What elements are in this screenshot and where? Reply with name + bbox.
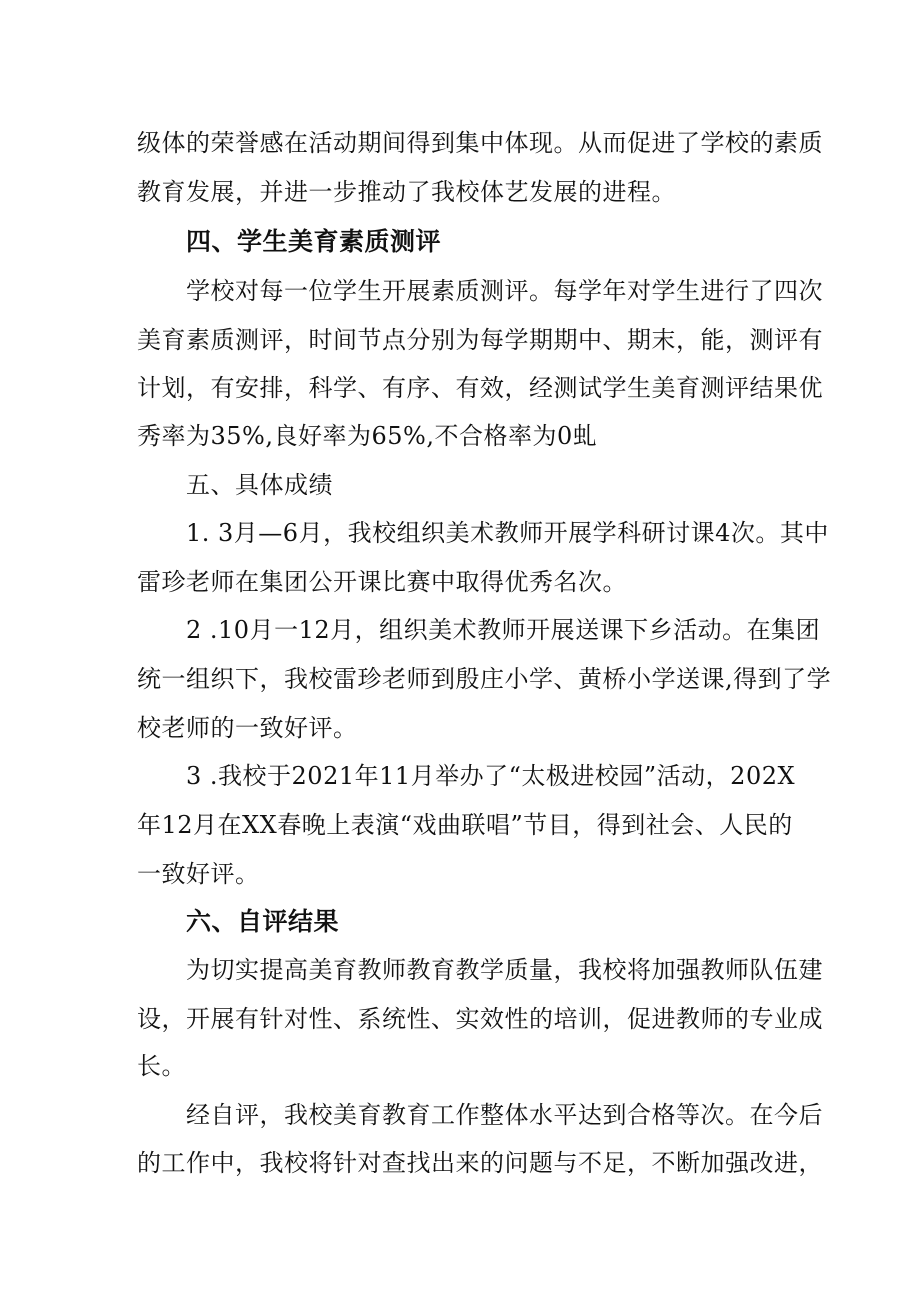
paragraph-line: 一致好评。 bbox=[137, 860, 260, 888]
section-heading-5: 五、具体成绩 bbox=[186, 471, 333, 499]
paragraph-line: 3 .我校于2021年11月举办了“太极进校园”活动，202X bbox=[186, 762, 796, 790]
section-heading-6: 六、自评结果 bbox=[186, 907, 340, 936]
paragraph-line: 学校对每一位学生开展素质测评。每学年对学生进行了四次 bbox=[186, 277, 823, 305]
paragraph-line: 雷珍老师在集团公开课比赛中取得优秀名次。 bbox=[137, 568, 627, 596]
paragraph-line: 设，开展有针对性、系统性、实效性的培训，促进教师的专业成 bbox=[137, 1005, 823, 1033]
paragraph-line: 为切实提高美育教师教育教学质量，我校将加强教师队伍建 bbox=[186, 956, 823, 984]
paragraph-line: 统一组织下，我校雷珍老师到殷庄小学、黄桥小学送课,得到了学 bbox=[137, 665, 832, 693]
paragraph-line: 教育发展，并进一步推动了我校体艺发展的进程。 bbox=[137, 178, 676, 206]
paragraph-line: 秀率为35%,良好率为65%,不合格率为0虬 bbox=[137, 422, 598, 450]
paragraph-line: 计划，有安排，科学、有序、有效，经测试学生美育测评结果优 bbox=[137, 374, 823, 402]
paragraph-line: 的工作中，我校将针对查找出来的问题与不足，不断加强改进， bbox=[137, 1149, 823, 1177]
paragraph-line: 经自评，我校美育教育工作整体水平达到合格等次。在今后 bbox=[186, 1101, 823, 1129]
paragraph-line: 校老师的一致好评。 bbox=[137, 714, 358, 742]
paragraph-line: 级体的荣誉感在活动期间得到集中体现。从而促进了学校的素质 bbox=[137, 129, 823, 157]
paragraph-line: 长。 bbox=[137, 1052, 186, 1080]
paragraph-line: 2 .10月一12月，组织美术教师开展送课下乡活动。在集团 bbox=[186, 616, 821, 644]
paragraph-line: 美育素质测评，时间节点分别为每学期期中、期末，能，测评有 bbox=[137, 326, 823, 354]
section-heading-4: 四、学生美育素质测评 bbox=[186, 227, 442, 256]
paragraph-line: 1. 3月—6月，我校组织美术教师开展学科研讨课4次。其中 bbox=[186, 519, 829, 547]
paragraph-line: 年12月在XX春晚上表演“戏曲联唱”节目，得到社会、人民的 bbox=[137, 811, 793, 839]
